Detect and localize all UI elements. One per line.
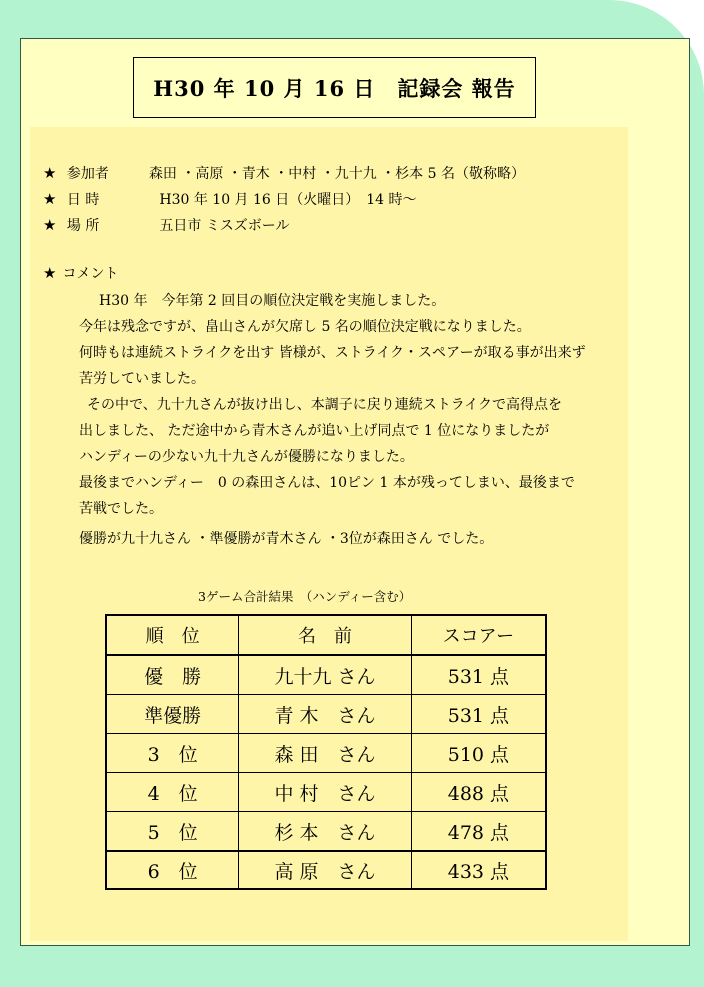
table-row — [106, 851, 546, 889]
score-cell: 478 点 — [411, 812, 546, 852]
header-rank: 順 位 — [106, 615, 239, 655]
datetime-line — [43, 189, 417, 209]
rank-cell: 6 位 — [106, 851, 239, 889]
comment-line: 今年は残念ですが、畠山さんが欠席し 5 名の順位決定戦になりました。 — [79, 319, 531, 335]
rank-cell: 5 位 — [106, 812, 239, 852]
comment-line: 苦戦でした。 — [79, 501, 163, 517]
comment-line: 苦労していました。 — [79, 371, 205, 387]
comment-line: ハンディーの少ない九十九さんが優勝になりました。 — [79, 449, 414, 465]
score-cell: 531 点 — [411, 655, 546, 695]
table-row — [106, 812, 546, 852]
rank-cell: 優 勝 — [106, 655, 239, 695]
comment-label: コメント — [62, 266, 119, 282]
comment-line: H30 年 今年第 2 回目の順位決定戦を実施しました。 — [99, 293, 446, 309]
name-cell: 杉 本 さん — [239, 812, 412, 852]
report-title: H30 年 10 月 16 日 記録会 報告 — [153, 75, 516, 101]
rank-cell: 3 位 — [106, 734, 239, 773]
report-title-box — [133, 57, 536, 118]
comment-line: 出しました、 ただ途中から青木さんが追い上げ同点で 1 位になりましたが — [79, 423, 550, 439]
participants-line — [43, 163, 525, 183]
table-row — [106, 734, 546, 773]
score-cell: 510 点 — [411, 734, 546, 773]
results-caption: 3ゲーム合計結果 （ハンディー含む） — [198, 589, 412, 604]
score-cell: 488 点 — [411, 773, 546, 812]
rank-cell: 準優勝 — [106, 695, 239, 734]
comment-line: 何時もは連続ストライクを出す 皆様が、ストライク・スペアーが取る事が出来ず — [79, 345, 586, 361]
score-cell: 433 点 — [411, 851, 546, 889]
results-table — [105, 614, 547, 890]
header-name: 名 前 — [239, 615, 412, 655]
place-value: 五日市 ミスズボール — [159, 218, 290, 234]
table-header-row — [106, 615, 546, 655]
comment-line: 最後までハンディー 0 の森田さんは、10ピン 1 本が残ってしまい、最後まで — [79, 475, 575, 491]
header-score: スコアー — [411, 615, 546, 655]
table-row — [106, 655, 546, 695]
participants-label: 参加者 — [66, 166, 109, 182]
comment-line: 優勝が九十九さん ・準優勝が青木さん ・3位が森田さん でした。 — [79, 531, 494, 547]
datetime-value: H30 年 10 月 16 日（火曜日） 14 時〜 — [159, 192, 417, 208]
star-icon: ★ — [43, 216, 57, 234]
star-icon: ★ — [43, 190, 57, 208]
score-cell: 531 点 — [411, 695, 546, 734]
place-line — [43, 215, 290, 235]
star-icon: ★ — [43, 164, 57, 182]
name-cell: 青 木 さん — [239, 695, 412, 734]
star-icon: ★ — [43, 264, 57, 282]
name-cell: 中 村 さん — [239, 773, 412, 812]
table-row — [106, 695, 546, 734]
comment-heading — [43, 263, 118, 283]
datetime-label: 日 時 — [66, 192, 100, 208]
name-cell: 高 原 さん — [239, 851, 412, 889]
rank-cell: 4 位 — [106, 773, 239, 812]
name-cell: 九十九 さん — [239, 655, 412, 695]
table-row — [106, 773, 546, 812]
participants-value: 森田 ・高原 ・青木 ・中村 ・九十九 ・杉本 5 名（敬称略） — [148, 166, 525, 182]
name-cell: 森 田 さん — [239, 734, 412, 773]
report-paper — [20, 38, 690, 946]
comment-line: その中で、九十九さんが抜け出し、本調子に戻り連続ストライクで高得点を — [87, 397, 563, 413]
place-label: 場 所 — [66, 218, 100, 234]
